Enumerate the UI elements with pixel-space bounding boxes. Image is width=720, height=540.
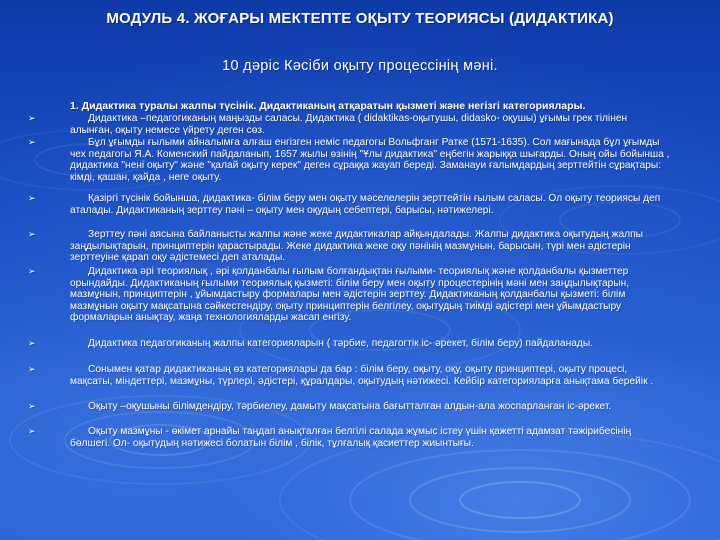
list-item: [28, 229, 670, 264]
arrow-bullet-icon: ➢: [28, 364, 36, 374]
slide-subtitle: 10 дәріс Кәсіби оқыту процессінің мәні.: [222, 58, 498, 74]
list-item-text: Дидактика әрі теориялық , әрі қолданбалы ғылым болғандықтан ғылыми- теориялық және қолданбалы қызметтер орындайды. Дидактиканың ғылыми теориялық қызметі: білім беру мен оқыту процестерінің мәні мен заңдылықтарын, мазмұнын, принциптерін , ұйымдастыру формалары мен әдістерін зерттеу. Дидактиканың қолданбалы қызметі: білім мазмұнын оқыту мақсатына сәйкестендіру, оқыту принциптерін белгілеу, оқытудың тиімді әдістері мен ұйымдастыру формаларын анықтау, жаңа технологияларды жасап енгізу.: [70, 266, 630, 324]
arrow-bullet-icon: ➢: [28, 401, 36, 411]
list-item-text: Қазіргі түсінік бойынша, дидактика- білім беру мен оқыту мәселелерін зерттейтін ғылым саласы. Ол оқыту теориясы деп аталады. Дидактиканың зерттеу пәні – оқыту мен оқудың себептері, барысы, нәтижелері.: [70, 193, 661, 216]
list-item-text: Зерттеу пәні аясына байланысты жалпы және жеке дидактикалар айқындалады. Жалпы дидактика оқытудың жалпы заңдылықтарын, принциптерін қарастырады. Жеке дидактика жеке оқу пәнінің мазмұнын, барысын, түрі мен әдістерін зерттеуіне қарап оқу әдістемесі деп аталады.: [70, 229, 643, 264]
list-item: [28, 137, 670, 183]
list-item-text: Сонымен қатар дидактиканың өз категориялары да бар : білім беру, оқыту, оқу, оқыту принциптері, оқыту процесі, мақсаты, міндеттері, мазмұны, түрлері, әдістері, құралдары, оқытудың нәтижесі. Кейбір категорияларға анықтама берейік .: [70, 364, 654, 387]
list-item-text: Оқыту мазмұны - өкімет арнайы таңдап анықталған белгілі салада жұмыс істеу үшін қажетті адамзат тәжірибесінің бөлшегі. Ол- оқытудың нәтижесі болатын білім , білік, тұлғалық қасиеттер жиынтығы.: [70, 426, 632, 449]
list-item: [28, 426, 670, 449]
list-item-text: Дидактика педагогиканың жалпы категорияларын ( тәрбие, педагогтік іс- әрекет, білім беру) пайдаланады.: [88, 338, 593, 349]
list-item: [28, 338, 670, 350]
list-item-text: Оқыту –оқушыны білімдендіру, тәрбиелеу, дамыту мақсатына бағытталған алдын-ала жоспарланған іс-әрекет.: [88, 401, 612, 412]
slide-title: МОДУЛЬ 4. ЖОҒАРЫ МЕКТЕПТЕ ОҚЫТУ ТЕОРИЯСЫ (ДИДАКТИКА): [106, 10, 614, 27]
arrow-bullet-icon: ➢: [28, 137, 36, 147]
arrow-bullet-icon: ➢: [28, 266, 36, 276]
arrow-bullet-icon: ➢: [28, 229, 36, 239]
arrow-bullet-icon: ➢: [28, 338, 36, 348]
arrow-bullet-icon: ➢: [28, 113, 36, 123]
arrow-bullet-icon: ➢: [28, 426, 36, 436]
list-item: [28, 266, 670, 324]
list-item-text: Бұл ұғымды ғылыми айналымға алғаш енгізген неміс педагогы Вольфганг Ратке (1571-1635). Сол мағынада бұл ұғымды чех педагогы Я.А. Коменский пайдаланып, 1657 жылы өзінің "Ұлы дидактика" еңбегін жарыққа шығарды. Оның ойы бойынша , дидактика "нені оқыту" және "қалай оқыту керек" деген сұраққа жауап береді. Заманауи ғалымдардың зерттейтін сұрақтары: кімді, қашан, қайда , неге оқыту.: [70, 137, 670, 183]
arrow-bullet-icon: ➢: [28, 193, 36, 203]
list-item: [28, 113, 670, 136]
list-item: [28, 364, 670, 387]
section-heading: 1. Дидактика туралы жалпы түсінік. Дидактиканың атқаратын қызметі және негізгі категориялары.: [70, 100, 586, 112]
list-item: [28, 401, 670, 413]
list-item-text: Дидактика –педагогиканың маңызды саласы. Дидактика ( didaktikas-оқытушы, didasko- оқушы) ұғымы грек тілінен алынған, оқыту немесе үйрету деген сөз.: [70, 113, 628, 136]
list-item: [28, 193, 670, 216]
